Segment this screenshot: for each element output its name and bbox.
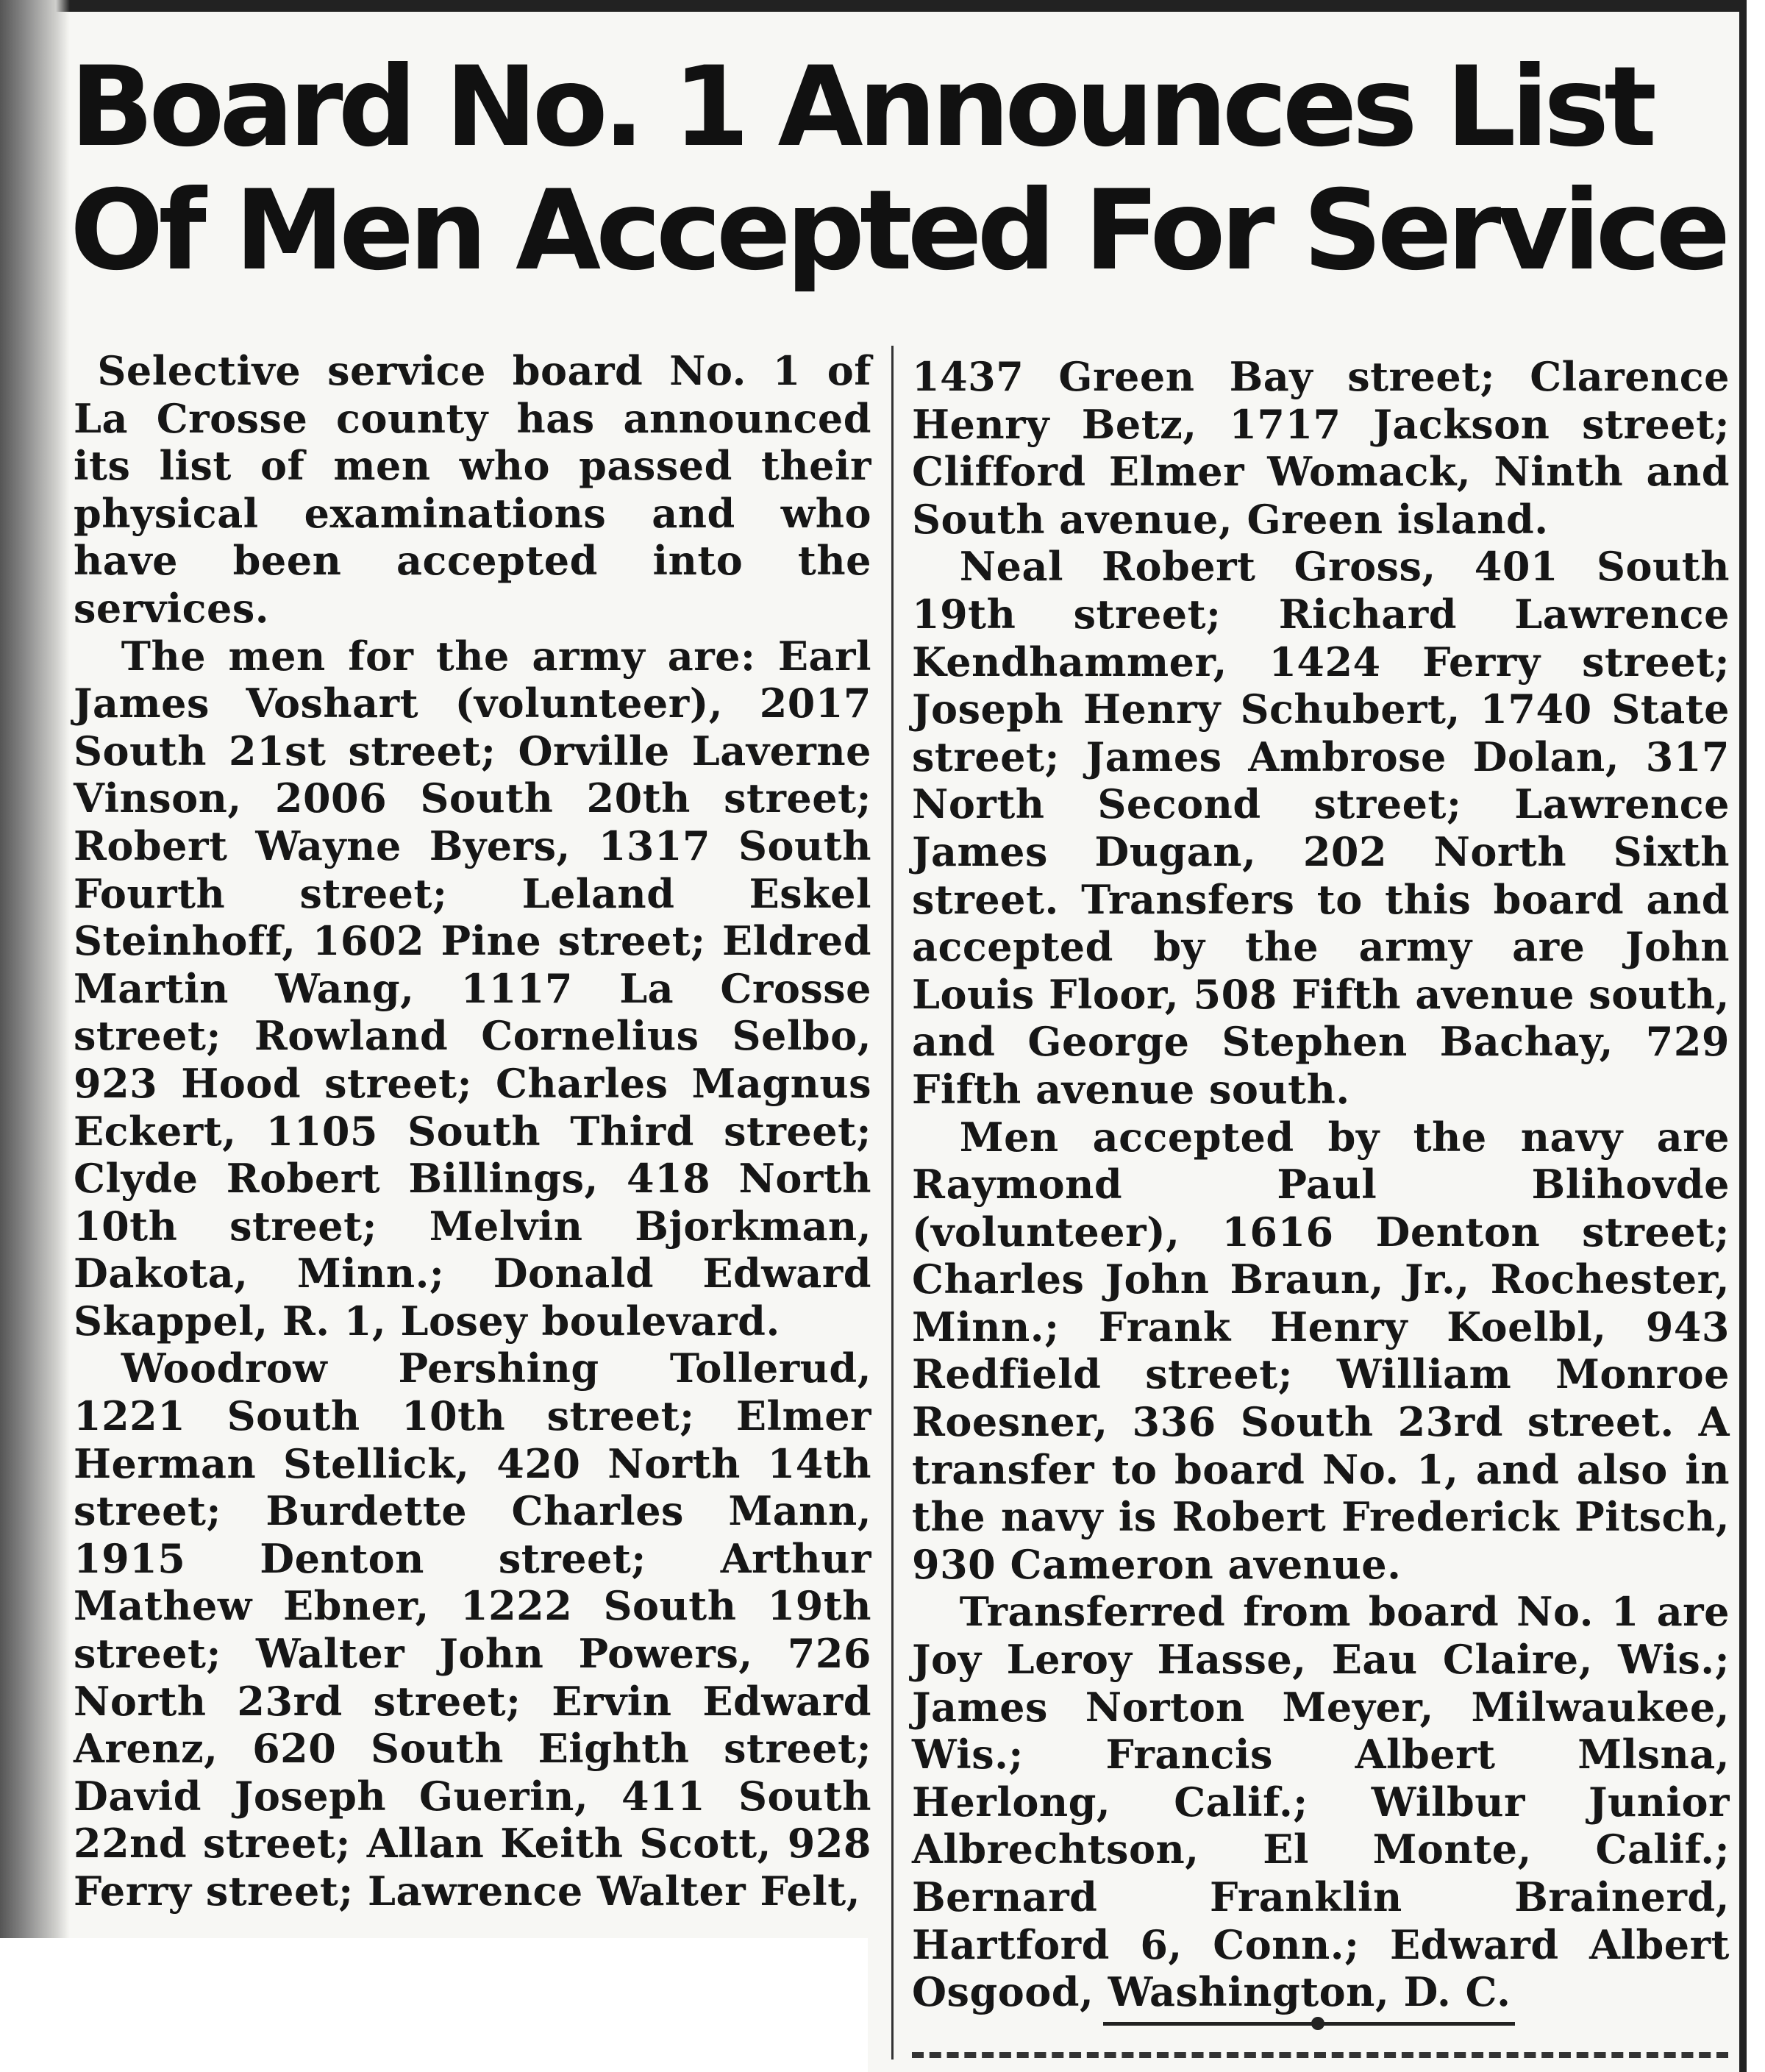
article-headline [70, 43, 1726, 295]
article-paragraph: 1437 Green Bay street; Clarence Henry Betz, 1717 Jackson street; Clifford Elmer Womack, Ninth and South avenue, Green island. [912, 353, 1730, 543]
article-paragraph: Woodrow Pershing Tollerud, 1221 South 10th street; Elmer Herman Stellick, 420 North 14th street; Burdette Charles Mann, 1915 Denton street; Arthur Mathew Ebner, 1222 South 19th street; Walter John Powers, 726 North 23rd street; Ervin Edward Arenz, 620 South Eighth street; David Joseph Guerin, 411 South 22nd street; Allan Keith Scott, 928 Ferry street; Lawrence Walter Felt, [74, 1345, 871, 1915]
right-border-rule [1739, 0, 1747, 2072]
next-article-cutoff [912, 2052, 1728, 2072]
article-paragraph: Selective service board No. 1 of La Crosse county has announced its list of men who passed their physical examinations and who have been accepted into the services. [74, 347, 871, 632]
article-paragraph: Transferred from board No. 1 are Joy Leroy Hasse, Eau Claire, Wis.; James Norton Meyer, Milwaukee, Wis.; Francis Albert Mlsna, Herlong, Calif.; Wilbur Junior Albrechtson, El Monte, Calif.; Bernard Franklin Brainerd, Hartford 6, Conn.; Edward Albert Osgood, Washington, D. C. [912, 1588, 1730, 2016]
clipping-cut-area [0, 1938, 868, 2072]
article-end-dot [1311, 2017, 1324, 2030]
headline-line-1: Board No. 1 Announces List [70, 43, 1652, 171]
article-paragraph: Men accepted by the navy are Raymond Paul Blihovde (volunteer), 1616 Denton street; Charles John Braun, Jr., Rochester, Minn.; Frank Henry Koelbl, 943 Redfield street; William Monroe Roesner, 336 South 23rd street. A transfer to board No. 1, and also in the navy is Robert Frederick Pitsch, 930 Cameron avenue. [912, 1113, 1730, 1588]
headline-line-2: Of Men Accepted For Service [70, 167, 1726, 295]
article-paragraph: Neal Robert Gross, 401 South 19th street; Richard Lawrence Kendhammer, 1424 Ferry street; Joseph Henry Schubert, 1740 State street; James Ambrose Dolan, 317 North Second street; Lawrence James Dugan, 202 North Sixth street. Transfers to this board and accepted by the army are John Louis Floor, 508 Fifth avenue south, and George Stephen Bachay, 729 Fifth avenue south. [912, 543, 1730, 1113]
article-paragraph: The men for the army are: Earl James Voshart (volunteer), 2017 South 21st street; Orville Laverne Vinson, 2006 South 20th street; Robert Wayne Byers, 1317 South Fourth street; Leland Eskel Steinhoff, 1602 Pine street; Eldred Martin Wang, 1117 La Crosse street; Rowland Cornelius Selbo, 923 Hood street; Charles Magnus Eckert, 1105 South Third street; Clyde Robert Billings, 418 North 10th street; Melvin Bjorkman, Dakota, Minn.; Donald Edward Skappel, R. 1, Losey boulevard. [74, 632, 871, 1345]
article-end-rule [1103, 2022, 1515, 2026]
article-column-left [74, 347, 871, 1915]
top-border-rule [0, 0, 1747, 12]
article-column-right [912, 353, 1730, 2016]
scan-shadow-left [0, 0, 70, 2072]
column-divider [891, 346, 894, 2059]
